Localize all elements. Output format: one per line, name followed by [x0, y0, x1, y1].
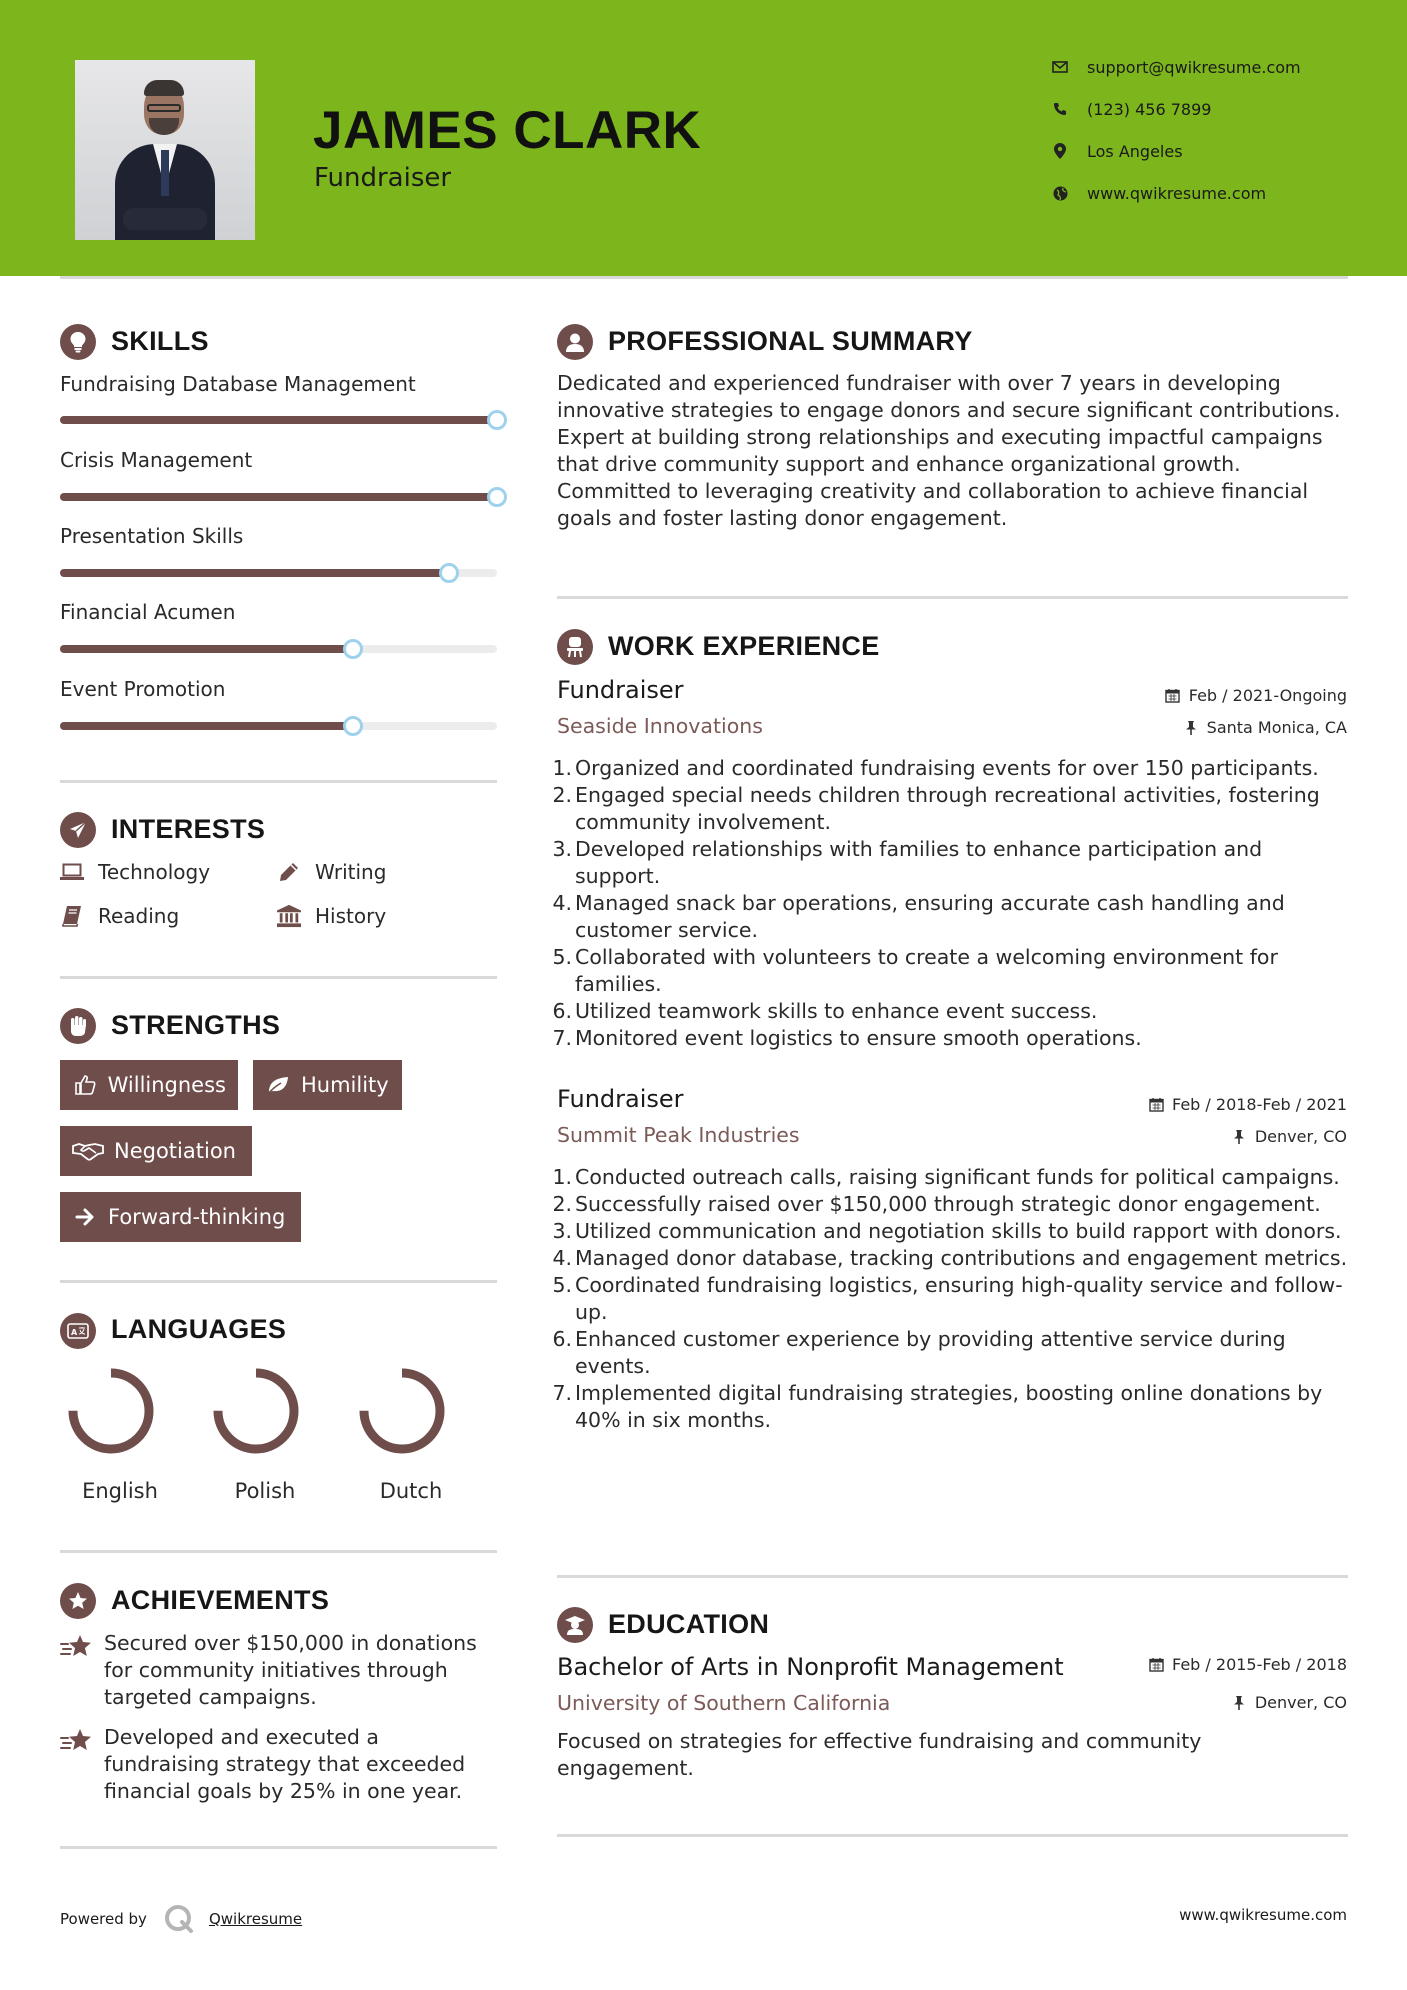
- strengths-heading: STRENGTHS: [111, 1010, 281, 1040]
- interest-item: [277, 860, 386, 884]
- job-dates: [1165, 686, 1347, 705]
- degree-title: Bachelor of Arts in Nonprofit Management: [557, 1653, 1064, 1681]
- skill-bar-knob: [343, 716, 363, 736]
- job-title: Fundraiser: [557, 676, 684, 704]
- pushpin-icon: [1231, 1129, 1247, 1145]
- strength-label: Forward-thinking: [108, 1205, 286, 1229]
- education-description: Focused on strategies for effective fundraising and community engagement.: [557, 1729, 1202, 1780]
- section-divider: [60, 976, 497, 979]
- job-bullet: 5. Coordinated fundraising logistics, ensuring high-quality service and follow-up.: [552, 1273, 1343, 1324]
- school-name: University of Southern California: [557, 1691, 891, 1715]
- header-divider: [60, 276, 1348, 279]
- pushpin-icon: [1231, 1695, 1247, 1711]
- contact-location-text: Los Angeles: [1087, 141, 1183, 161]
- job-location: [1183, 718, 1347, 737]
- job-bullet: 5. Collaborated with volunteers to create a welcoming environment for families.: [552, 945, 1278, 996]
- book-icon: [60, 904, 84, 928]
- work-heading: WORK EXPERIENCE: [608, 631, 880, 661]
- interest-label: Reading: [98, 904, 180, 928]
- section-divider: [557, 1575, 1348, 1578]
- skill-name: Financial Acumen: [60, 600, 236, 624]
- interest-label: Technology: [98, 860, 211, 884]
- achievement-text: Developed and executed a fundraising strategy that exceeded financial goals by 25% in one year.: [104, 1725, 466, 1803]
- summary-text: Dedicated and experienced fundraiser with over 7 years in developing innovative strategies to engage donors and secure significant contributions. Expert at building strong relationships and executing impactful campaigns that drive community support and enhance organizational growth. Committed to leveraging creativity and collaboration to achieve financial goals and foster lasting donor engagement.: [557, 371, 1341, 530]
- strength-label: Willingness: [107, 1073, 226, 1097]
- languages-heading: LANGUAGES: [111, 1314, 287, 1344]
- chair-icon: [557, 629, 593, 665]
- calendar-icon: [1148, 1657, 1164, 1673]
- education-dates: [1148, 1655, 1347, 1674]
- section-divider: [557, 1834, 1348, 1837]
- shooting-star-icon: [60, 1632, 94, 1662]
- job-bullet: 3. Developed relationships with families to enhance participation and support.: [552, 837, 1263, 888]
- summary-heading: PROFESSIONAL SUMMARY: [608, 326, 973, 356]
- phone-icon: [1050, 99, 1070, 119]
- powered-by-label: Powered by: [60, 1910, 147, 1928]
- interest-item: [60, 904, 179, 928]
- section-divider: [60, 1846, 497, 1849]
- envelope-icon: [1050, 57, 1070, 77]
- achievement-text: Secured over $150,000 in donations for community initiatives through targeted campaigns.: [104, 1631, 477, 1709]
- contact-website-text: www.qwikresume.com: [1087, 183, 1267, 203]
- job-bullet: 3. Utilized communication and negotiation skills to build rapport with donors.: [552, 1219, 1342, 1243]
- section-divider: [60, 1280, 497, 1283]
- contact-phone[interactable]: [1050, 97, 1211, 121]
- svg-text:A: A: [71, 1328, 78, 1337]
- skill-bar-knob: [439, 563, 459, 583]
- job-bullet: 6. Utilized teamwork skills to enhance event success.: [552, 999, 1098, 1023]
- skill-bar-fill: [60, 722, 353, 730]
- skill-bar: [60, 569, 497, 577]
- contact-email[interactable]: [1050, 55, 1301, 79]
- achievement-item: [60, 1724, 500, 1805]
- achievements-heading: ACHIEVEMENTS: [111, 1585, 330, 1615]
- thumbs-up-icon: [72, 1072, 98, 1098]
- skill-name: Crisis Management: [60, 448, 253, 472]
- strength-tag: [253, 1060, 402, 1110]
- job-bullet: 4. Managed donor database, tracking contributions and engagement metrics.: [552, 1246, 1348, 1270]
- brand-link[interactable]: Qwikresume: [208, 1910, 303, 1928]
- footer-website[interactable]: www.qwikresume.com: [1179, 1906, 1347, 1924]
- strength-tag: [60, 1192, 301, 1242]
- job-bullet-list: [548, 1164, 1348, 1434]
- skill-bar: [60, 645, 497, 653]
- language-ring: [211, 1366, 301, 1456]
- job-bullet-list: [548, 755, 1348, 1052]
- strength-label: Humility: [301, 1073, 389, 1097]
- interest-item: [60, 860, 210, 884]
- section-divider: [557, 596, 1348, 599]
- pushpin-icon: [1183, 720, 1199, 736]
- language-name: Polish: [234, 1479, 296, 1503]
- language-icon: [60, 1313, 96, 1349]
- profile-photo: [75, 60, 255, 240]
- handshake-icon: [72, 1138, 104, 1164]
- skill-bar-knob: [343, 639, 363, 659]
- achievement-item: [60, 1630, 500, 1711]
- job-bullet: 2. Successfully raised over $150,000 through strategic donor engagement.: [552, 1192, 1321, 1216]
- skills-heading: SKILLS: [111, 326, 209, 356]
- footer-powered-by: [60, 1903, 302, 1935]
- company-name: Summit Peak Industries: [557, 1123, 800, 1147]
- globe-icon: [1050, 183, 1070, 203]
- job-bullet: 1. Conducted outreach calls, raising significant funds for political campaigns.: [552, 1165, 1340, 1189]
- leaf-icon: [265, 1072, 291, 1098]
- user-icon: [557, 324, 593, 360]
- interest-item: [277, 904, 386, 928]
- skill-bar: [60, 722, 497, 730]
- skill-name: Fundraising Database Management: [60, 372, 416, 396]
- education-location-text: Denver, CO: [1254, 1693, 1347, 1712]
- language-name: English: [82, 1479, 158, 1503]
- education-dates-text: Feb / 2015-Feb / 2018: [1172, 1655, 1347, 1674]
- language-ring: [357, 1366, 447, 1456]
- company-name: Seaside Innovations: [557, 714, 763, 738]
- raised-fist-icon: [60, 1008, 96, 1044]
- candidate-title: Fundraiser: [314, 163, 452, 193]
- contact-email-text: support@qwikresume.com: [1087, 57, 1301, 77]
- contact-phone-text: (123) 456 7899: [1087, 99, 1212, 119]
- job-dates-text: Feb / 2021-Ongoing: [1188, 686, 1347, 705]
- interest-label: Writing: [315, 860, 387, 884]
- language-ring: [66, 1366, 156, 1456]
- shooting-star-icon: [60, 1726, 94, 1756]
- graduate-icon: [557, 1607, 593, 1643]
- calendar-icon: [1148, 1097, 1164, 1113]
- strength-label: Negotiation: [114, 1139, 236, 1163]
- job-bullet: 7. Monitored event logistics to ensure smooth operations.: [552, 1026, 1142, 1050]
- candidate-name: JAMES CLARK: [313, 101, 702, 160]
- job-title: Fundraiser: [557, 1085, 684, 1113]
- skill-bar-fill: [60, 416, 497, 424]
- strength-tag: [60, 1126, 252, 1176]
- job-dates: [1148, 1095, 1347, 1114]
- qwikresume-logo-icon: [163, 1903, 195, 1935]
- skill-bar: [60, 493, 497, 501]
- section-divider: [60, 780, 497, 783]
- skill-bar-fill: [60, 493, 497, 501]
- strength-tag: [60, 1060, 238, 1110]
- job-bullet: 6. Enhanced customer experience by providing attentive service during events.: [552, 1327, 1286, 1378]
- museum-icon: [277, 904, 301, 928]
- job-bullet: 1. Organized and coordinated fundraising events for over 150 participants.: [552, 756, 1319, 780]
- header-banner: [0, 0, 1407, 276]
- job-location: [1231, 1127, 1347, 1146]
- contact-website[interactable]: [1050, 181, 1266, 205]
- interests-heading: INTERESTS: [111, 814, 266, 844]
- language-name: Dutch: [379, 1479, 443, 1503]
- laptop-icon: [60, 860, 84, 884]
- skill-bar-fill: [60, 569, 449, 577]
- job-location-text: Santa Monica, CA: [1206, 718, 1347, 737]
- education-location: [1231, 1693, 1347, 1712]
- star-badge-icon: [60, 1583, 96, 1619]
- skill-bar-fill: [60, 645, 353, 653]
- job-bullet: 4. Managed snack bar operations, ensuring accurate cash handling and customer service.: [552, 891, 1285, 942]
- lightbulb-icon: [60, 324, 96, 360]
- job-location-text: Denver, CO: [1254, 1127, 1347, 1146]
- pencil-icon: [277, 860, 301, 884]
- skill-name: Event Promotion: [60, 677, 226, 701]
- skill-name: Presentation Skills: [60, 524, 244, 548]
- skill-bar-knob: [487, 410, 507, 430]
- job-bullet: 7. Implemented digital fundraising strategies, boosting online donations by 40% in six months.: [552, 1381, 1323, 1432]
- job-bullet: 2. Engaged special needs children through recreational activities, fostering community involvement.: [552, 783, 1320, 834]
- calendar-icon: [1165, 688, 1181, 704]
- paper-plane-icon: [60, 812, 96, 848]
- interest-label: History: [315, 904, 387, 928]
- contact-location: [1050, 139, 1183, 163]
- map-pin-icon: [1050, 141, 1070, 161]
- skill-bar: [60, 416, 497, 424]
- skill-bar-knob: [487, 487, 507, 507]
- education-heading: EDUCATION: [608, 1609, 770, 1639]
- job-dates-text: Feb / 2018-Feb / 2021: [1172, 1095, 1347, 1114]
- arrow-right-icon: [72, 1204, 98, 1230]
- section-divider: [60, 1550, 497, 1553]
